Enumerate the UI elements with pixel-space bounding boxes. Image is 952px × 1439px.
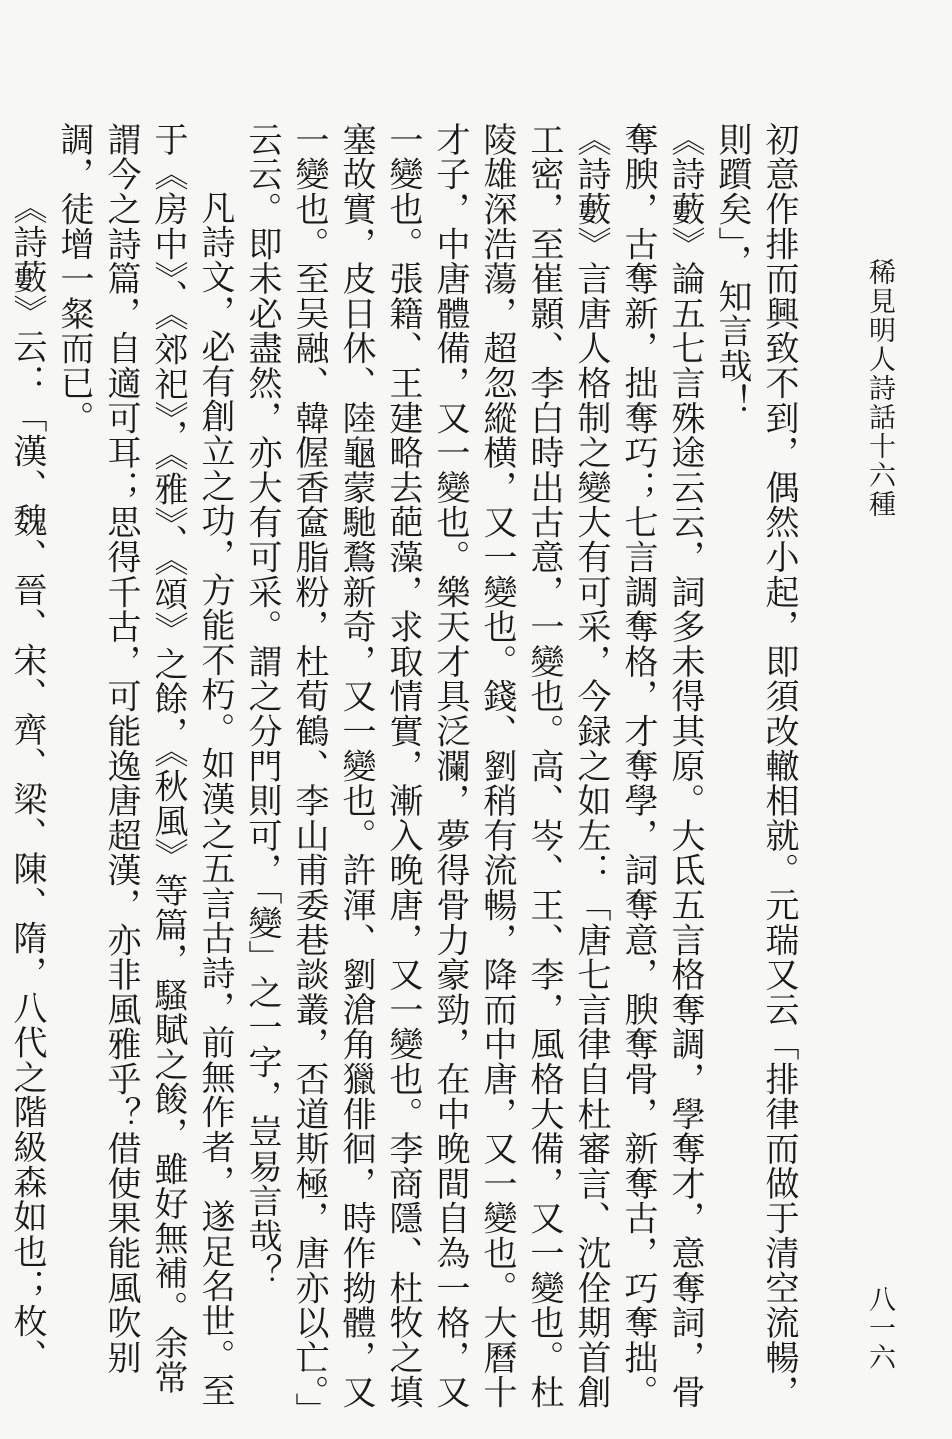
main-text bbox=[7, 122, 802, 1412]
page-number: 八一六 bbox=[864, 1285, 895, 1372]
paragraph: 初意作排而興致不到，偶然小起，即須改轍相就。元瑞又云「排律而做于清空流暢，則躓矣」，知言哉！ bbox=[712, 122, 799, 1410]
paragraph: 《詩藪》論五七言殊途云云，詞多未得其原。大氐五言格奪調，學奪才，意奪詞，骨奪腴，古奪新，拙奪巧；七言調奪格，才奪學，詞奪意，腴奪骨，新奪古，巧奪拙。 bbox=[618, 122, 705, 1410]
paragraph: 凡詩文，必有創立之功，方能不朽。如漢之五言古詩，前無作者，遂足名世。至于《房中》、《郊祀》，《雅》、《頌》之餘，《秋風》等篇，騷賦之餕，雖好無補。余常謂今之詩篇，自適可耳；思得千古，可能逸唐超漢，亦非風雅乎？借使果能風吹别調，徒增一粲而已。 bbox=[54, 122, 235, 1408]
paragraph: 《詩藪》云：「漢、魏、晉、宋、齊、梁、陳、隋，八代之階級森如也；枚、 bbox=[7, 190, 47, 1374]
paragraph: 《詩藪》言唐人格制之變大有可采，今録之如左：「唐七言律自杜審言、沈佺期首創工密，至崔顥、李白時出古意，一變也。高、岑、王、李，風格大備，又一變也。杜陵雄深浩蕩，超忽縱横，又一變也。錢、劉稍有流暢，降而中唐，又一變也。大曆十才子，中唐體備，又一變也。樂天才具泛瀾，夢得骨力豪勁，在中晚間自為一格，又一變也。張籍、王建略去葩藻，求取情實，漸入晚唐，又一變也。李商隱、杜牧之填塞故實，皮日休、陸龜蒙馳鶩新奇，又一變也。許渾、劉滄角獵俳徊，時作拗體，又一變也。至吴融、韓偓香奩脂粉，杜荀鶴、李山甫委巷談叢，否道斯極，唐亦以亡。」云云。即未必盡然，亦大有可采。謂之分門則可，「變」之一字，豈易言哉？ bbox=[242, 122, 611, 1411]
running-title: 稀見明人詩話十六種 bbox=[864, 258, 895, 519]
